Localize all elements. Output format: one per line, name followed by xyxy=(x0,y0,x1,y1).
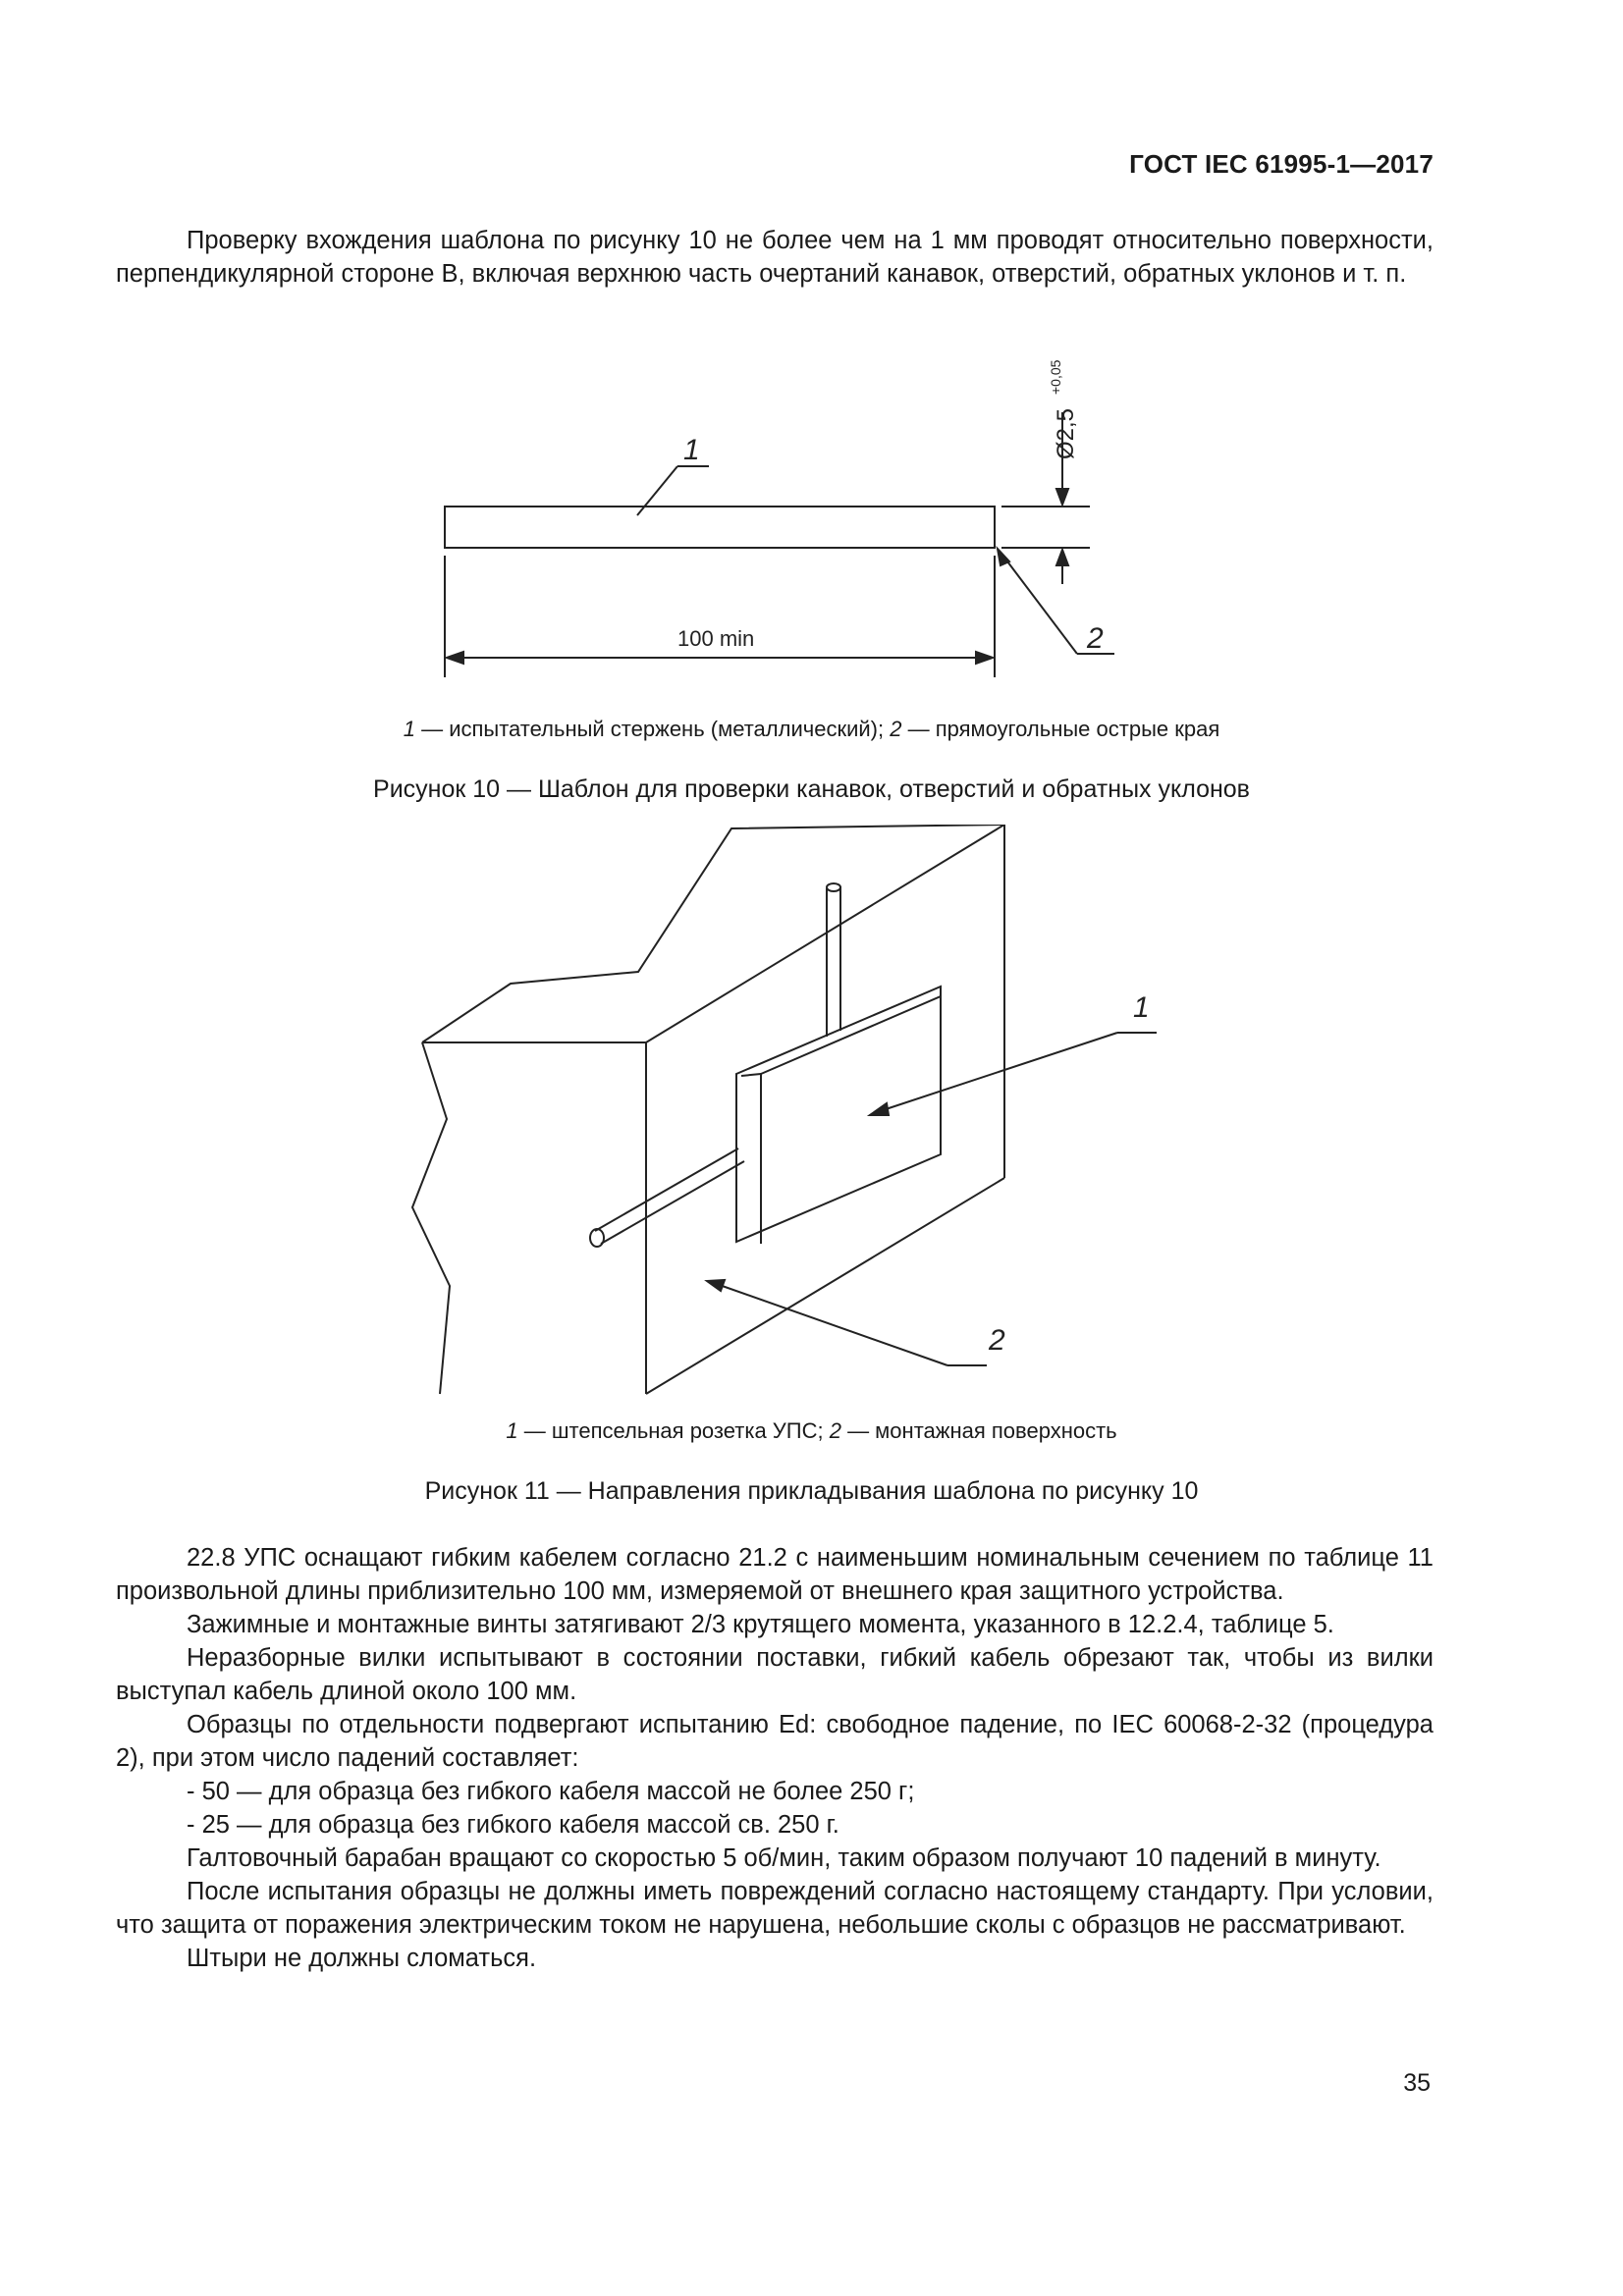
fig11-label-2: 2 xyxy=(989,1324,1005,1357)
test-rod xyxy=(445,507,995,548)
list-item: - 25 — для образца без гибкого кабеля массой св. 250 г. xyxy=(187,1811,839,1839)
section-paragraph: 22.8 УПС оснащают гибким кабелем согласно 21.2 с наименьшим номинальным сечением по таблице 11 произвольной длины приблизительно 100 мм, измеряемой от внешнего края защитного устройства. xyxy=(116,1544,1434,1605)
fig10-dim-diameter: Ø2,5 xyxy=(1053,407,1079,459)
figure-11-legend: 1 — штепсельная розетка УПС; 2 — монтажная поверхность xyxy=(506,1418,1117,1443)
fig10-dim-tolerance: +0,05 xyxy=(1048,359,1063,395)
figure-10-legend: 1 — испытательный стержень (металлический); 2 — прямоугольные острые края xyxy=(403,717,1220,741)
figure-10-drawing xyxy=(0,334,1623,707)
fig10-label-1: 1 xyxy=(683,434,700,466)
intro-text xyxy=(116,224,1434,291)
document-header: ГОСТ IEC 61995-1—2017 xyxy=(1129,149,1434,179)
figure-10-title: Рисунок 10 — Шаблон для проверки канавок, отверстий и обратных уклонов xyxy=(373,775,1250,803)
section-paragraph: Образцы по отдельности подвергают испытанию Ed: свободное падение, по IEC 60068-2-32 (процедура 2), при этом число падений составляет: xyxy=(116,1711,1434,1772)
section-paragraph: Галтовочный барабан вращают со скоростью 5 об/мин, таким образом получают 10 падений в минуту. xyxy=(187,1844,1381,1872)
section-paragraph: Штыри не должны сломаться. xyxy=(187,1945,537,1972)
page-number: 35 xyxy=(1403,2069,1431,2097)
figure-11-title: Рисунок 11 — Направления прикладывания шаблона по рисунку 10 xyxy=(424,1477,1199,1505)
section-22-8 xyxy=(116,1541,1434,1975)
section-paragraph: После испытания образцы не должны иметь повреждений согласно настоящему стандарту. При условии, что защита от поражения электрическим током не нарушена, небольшие сколы с образцов не рассматривают. xyxy=(116,1878,1434,1939)
section-paragraph: Неразборные вилки испытывают в состоянии поставки, гибкий кабель обрезают так, чтобы из вилки выступал кабель длиной около 100 мм. xyxy=(116,1644,1434,1705)
section-paragraph: Зажимные и монтажные винты затягивают 2/3 крутящего момента, указанного в 12.2.4, таблице 5. xyxy=(187,1611,1334,1638)
intro-paragraph: Проверку вхождения шаблона по рисунку 10 не более чем на 1 мм проводят относительно поверхности, перпендикулярной стороне В, включая верхнюю часть очертаний канавок, отверстий, обратных уклонов и т. п. xyxy=(116,227,1434,288)
list-item: - 50 — для образца без гибкого кабеля массой не более 250 г; xyxy=(187,1778,915,1805)
figure-11-drawing xyxy=(0,825,1623,1414)
fig10-label-2: 2 xyxy=(1087,622,1104,655)
fig11-label-1: 1 xyxy=(1133,991,1150,1024)
fig10-dim-length: 100 min xyxy=(677,626,755,651)
